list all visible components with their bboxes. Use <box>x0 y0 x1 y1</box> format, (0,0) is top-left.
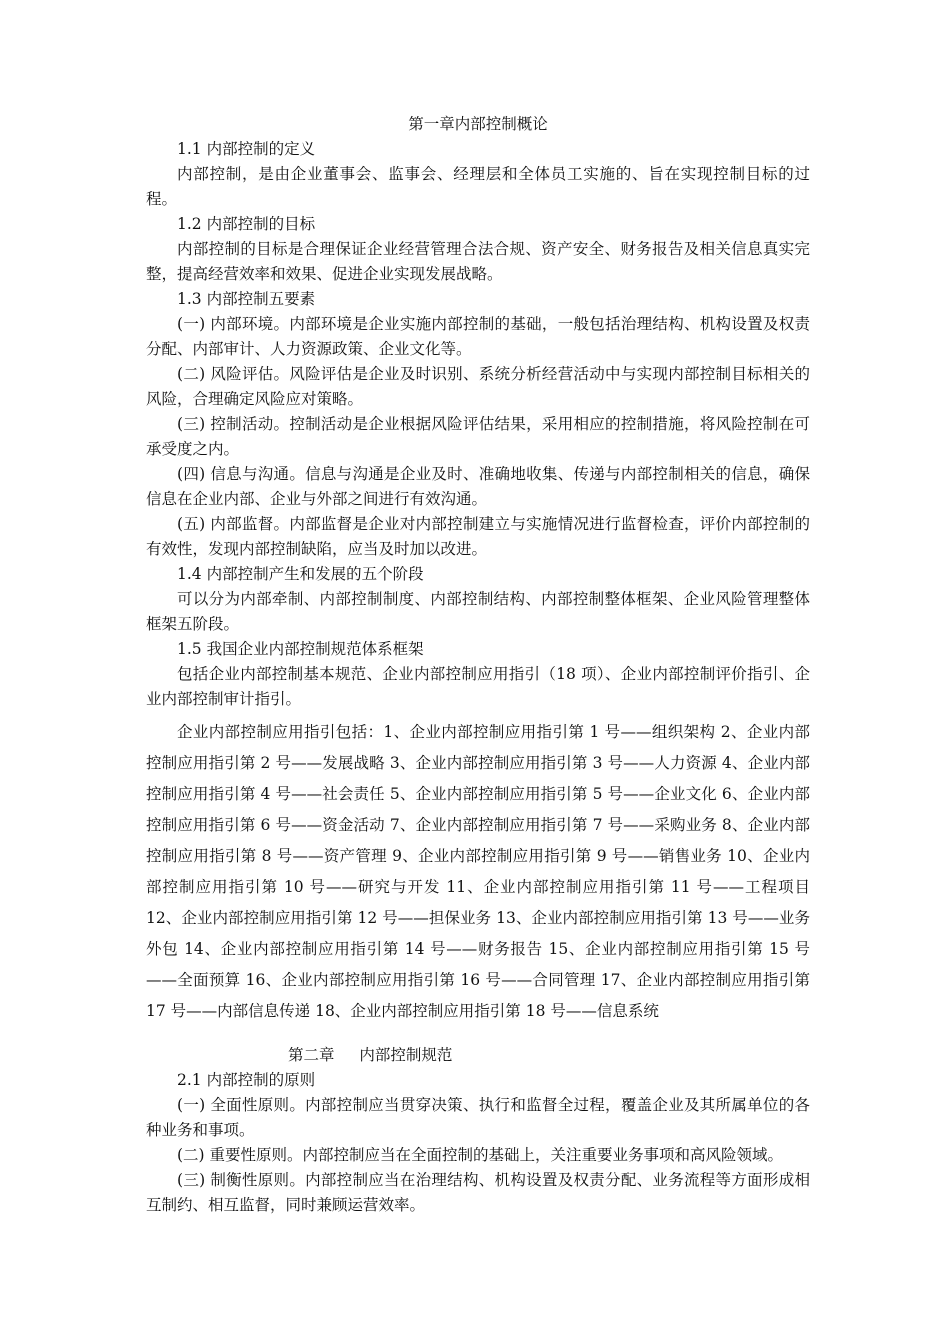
application-guidelines-list: 企业内部控制应用指引包括：1、企业内部控制应用指引第 1 号——组织架构 2、企业内部控制应用指引第 2 号——发展战略 3、企业内部控制应用指引第 3 号——人力资源 4、企业内部控制应用指引第 4 号——社会责任 5、企业内部控制应用指引第 5 号——企业文化 6、企业内部控制应用指引第 6 号——资金活动 7、企业内部控制应用指引第 7 号——采购业务 8、企业内部控制应用指引第 8 号——资产管理 9、企业内部控制应用指引第 9 号——销售业务 10、企业内部控制应用指引第 10 号——研究与开发 11、企业内部控制应用指引第 11 号——工程项目 12、企业内部控制应用指引第 12 号——担保业务 13、企业内部控制应用指引第 13 号——业务外包 14、企业内部控制应用指引第 14 号——财务报告 15、企业内部控制应用指引第 15 号——全面预算 16、企业内部控制应用指引第 16 号——合同管理 17、企业内部控制应用指引第 17 号——内部信息传递 18、企业内部控制应用指引第 18 号——信息系统 <box>146 723 810 1020</box>
principle-2-paragraph: (二) 重要性原则。内部控制应当在全面控制的基础上，关注重要业务事项和高风险领域。 <box>177 1145 784 1164</box>
section-1-2-text: 内部控制的目标是合理保证企业经营管理合法合规、资产安全、财务报告及相关信息真实完整，提高经营效率和效果、促进企业实现发展战略。 <box>146 240 810 283</box>
chapter-2-title: 第二章 内部控制规范 <box>288 1045 453 1064</box>
section-1-5-heading: 1.5 我国企业内部控制规范体系框架 <box>177 640 424 658</box>
section-1-4-heading: 1.4 内部控制产生和发展的五个阶段 <box>177 565 424 583</box>
element-3-paragraph: (三) 控制活动。控制活动是企业根据风险评估结果，采用相应的控制措施，将风险控制在可承受度之内。 <box>146 415 810 458</box>
principle-1-paragraph: (一) 全面性原则。内部控制应当贯穿决策、执行和监督全过程，覆盖企业及其所属单位的各种业务和事项。 <box>146 1095 810 1139</box>
element-1-paragraph: (一) 内部环境。内部环境是企业实施内部控制的基础，一般包括治理结构、机构设置及权责分配、内部审计、人力资源政策、企业文化等。 <box>146 315 810 358</box>
section-1-2-heading: 1.2 内部控制的目标 <box>177 215 316 233</box>
section-1-3-heading: 1.3 内部控制五要素 <box>177 290 316 308</box>
section-1-1-text: 内部控制，是由企业董事会、监事会、经理层和全体员工实施的、旨在实现控制目标的过程。 <box>146 165 810 208</box>
principle-3-paragraph: (三) 制衡性原则。内部控制应当在治理结构、机构设置及权责分配、业务流程等方面形成相互制约、相互监督，同时兼顾运营效率。 <box>146 1170 810 1214</box>
section-1-5-text: 包括企业内部控制基本规范、企业内部控制应用指引（18 项）、企业内部控制评价指引、企业内部控制审计指引。 <box>146 665 810 708</box>
element-5-paragraph: (五) 内部监督。内部监督是企业对内部控制建立与实施情况进行监督检查，评价内部控制的有效性，发现内部控制缺陷，应当及时加以改进。 <box>146 515 810 558</box>
document-body <box>146 112 810 1218</box>
section-2-1-heading: 2.1 内部控制的原则 <box>177 1070 316 1089</box>
element-2-paragraph: (二) 风险评估。风险评估是企业及时识别、系统分析经营活动中与实现内部控制目标相关的风险，合理确定风险应对策略。 <box>146 365 810 408</box>
chapter-1-title: 第一章内部控制概论 <box>408 115 548 133</box>
section-1-1-heading: 1.1 内部控制的定义 <box>177 140 316 158</box>
section-1-4-text: 可以分为内部牵制、内部控制制度、内部控制结构、内部控制整体框架、企业风险管理整体框架五阶段。 <box>146 590 810 633</box>
element-4-paragraph: (四) 信息与沟通。信息与沟通是企业及时、准确地收集、传递与内部控制相关的信息，确保信息在企业内部、企业与外部之间进行有效沟通。 <box>146 465 810 508</box>
